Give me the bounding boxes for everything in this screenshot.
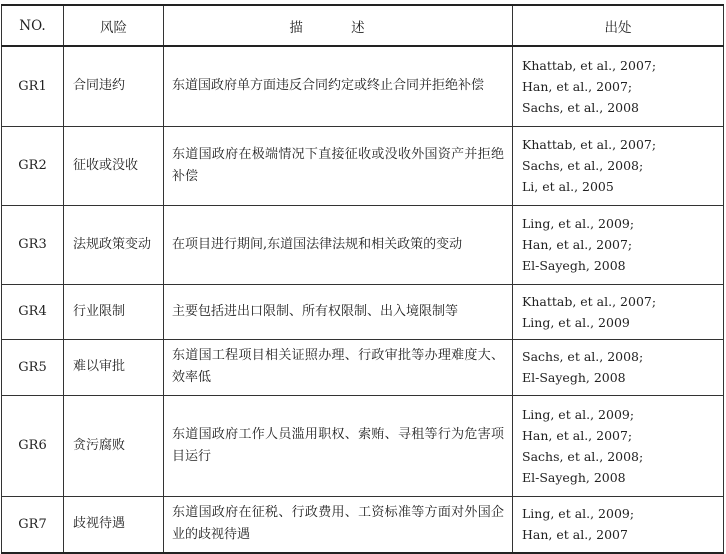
source-cell [513, 284, 724, 339]
header-no: NO. [2, 5, 64, 46]
source-entry: Sachs, et al., 2008 [522, 99, 640, 115]
risk-name: 合同违约 [64, 46, 164, 126]
source-entry: Li, et al., 2005 [522, 179, 614, 194]
source-entry: Sachs, et al., 2008; [522, 448, 644, 464]
risk-name: 歧视待遇 [64, 496, 164, 553]
risk-description: 东道国工程项目相关证照办理、行政审批等办理难度大、效率低 [164, 339, 513, 395]
header-risk: 风险 [64, 5, 164, 46]
risk-name: 贪污腐败 [64, 395, 164, 496]
source-entry: El-Sayegh, 2008 [522, 370, 626, 385]
risk-description: 东道国政府工作人员滥用职权、索贿、寻租等行为危害项目运行 [164, 395, 513, 496]
row-number: GR6 [2, 395, 64, 496]
risk-name: 征收或没收 [64, 126, 164, 205]
source-entry: El-Sayegh, 2008 [522, 258, 626, 273]
table-row [2, 205, 724, 284]
risk-description: 主要包括进出口限制、所有权限制、出入境限制等 [164, 284, 513, 339]
risk-description: 东道国政府单方面违反合同约定或终止合同并拒绝补偿 [164, 46, 513, 126]
source-cell [513, 205, 724, 284]
source-entry: Ling, et al., 2009; [522, 216, 635, 231]
row-number: GR2 [2, 126, 64, 205]
source-cell [513, 126, 724, 205]
source-entry: Sachs, et al., 2008; [522, 158, 644, 173]
row-number: GR4 [2, 284, 64, 339]
table-row [2, 496, 724, 553]
source-entry: Ling, et al., 2009 [522, 314, 630, 330]
table-row [2, 395, 724, 496]
row-number: GR7 [2, 496, 64, 553]
table-row [2, 46, 724, 126]
source-entry: Han, et al., 2007; [522, 78, 633, 94]
source-cell [513, 395, 724, 496]
header-description-label: 描 述 [289, 19, 387, 36]
risk-description: 东道国政府在极端情况下直接征收或没收外国资产并拒绝补偿 [164, 126, 513, 205]
source-entry: Ling, et al., 2009; [522, 506, 635, 522]
source-entry: Han, et al., 2007; [522, 237, 633, 252]
source-entry: Sachs, et al., 2008; [522, 349, 644, 364]
risk-name: 难以审批 [64, 339, 164, 395]
table-row [2, 339, 724, 395]
source-cell [513, 339, 724, 395]
risk-table [1, 4, 724, 554]
risk-description: 在项目进行期间,东道国法律法规和相关政策的变动 [164, 205, 513, 284]
header-row [2, 5, 724, 46]
table-row [2, 284, 724, 339]
source-entry: Ling, et al., 2009; [522, 406, 635, 422]
row-number: GR3 [2, 205, 64, 284]
header-source: 出处 [513, 5, 724, 46]
risk-name: 行业限制 [64, 284, 164, 339]
risk-name: 法规政策变动 [64, 205, 164, 284]
row-number: GR1 [2, 46, 64, 126]
row-number: GR5 [2, 339, 64, 395]
source-entry: Khattab, et al., 2007; [522, 57, 657, 73]
source-entry: Khattab, et al., 2007; [522, 137, 657, 152]
source-entry: Han, et al., 2007; [522, 427, 633, 443]
source-entry: Khattab, et al., 2007; [522, 293, 657, 309]
header-description [164, 5, 513, 46]
table-row [2, 126, 724, 205]
source-cell [513, 496, 724, 553]
source-entry: El-Sayegh, 2008 [522, 469, 626, 485]
source-cell [513, 46, 724, 126]
risk-description: 东道国政府在征税、行政费用、工资标准等方面对外国企业的歧视待遇 [164, 496, 513, 553]
source-entry: Han, et al., 2007 [522, 527, 628, 543]
